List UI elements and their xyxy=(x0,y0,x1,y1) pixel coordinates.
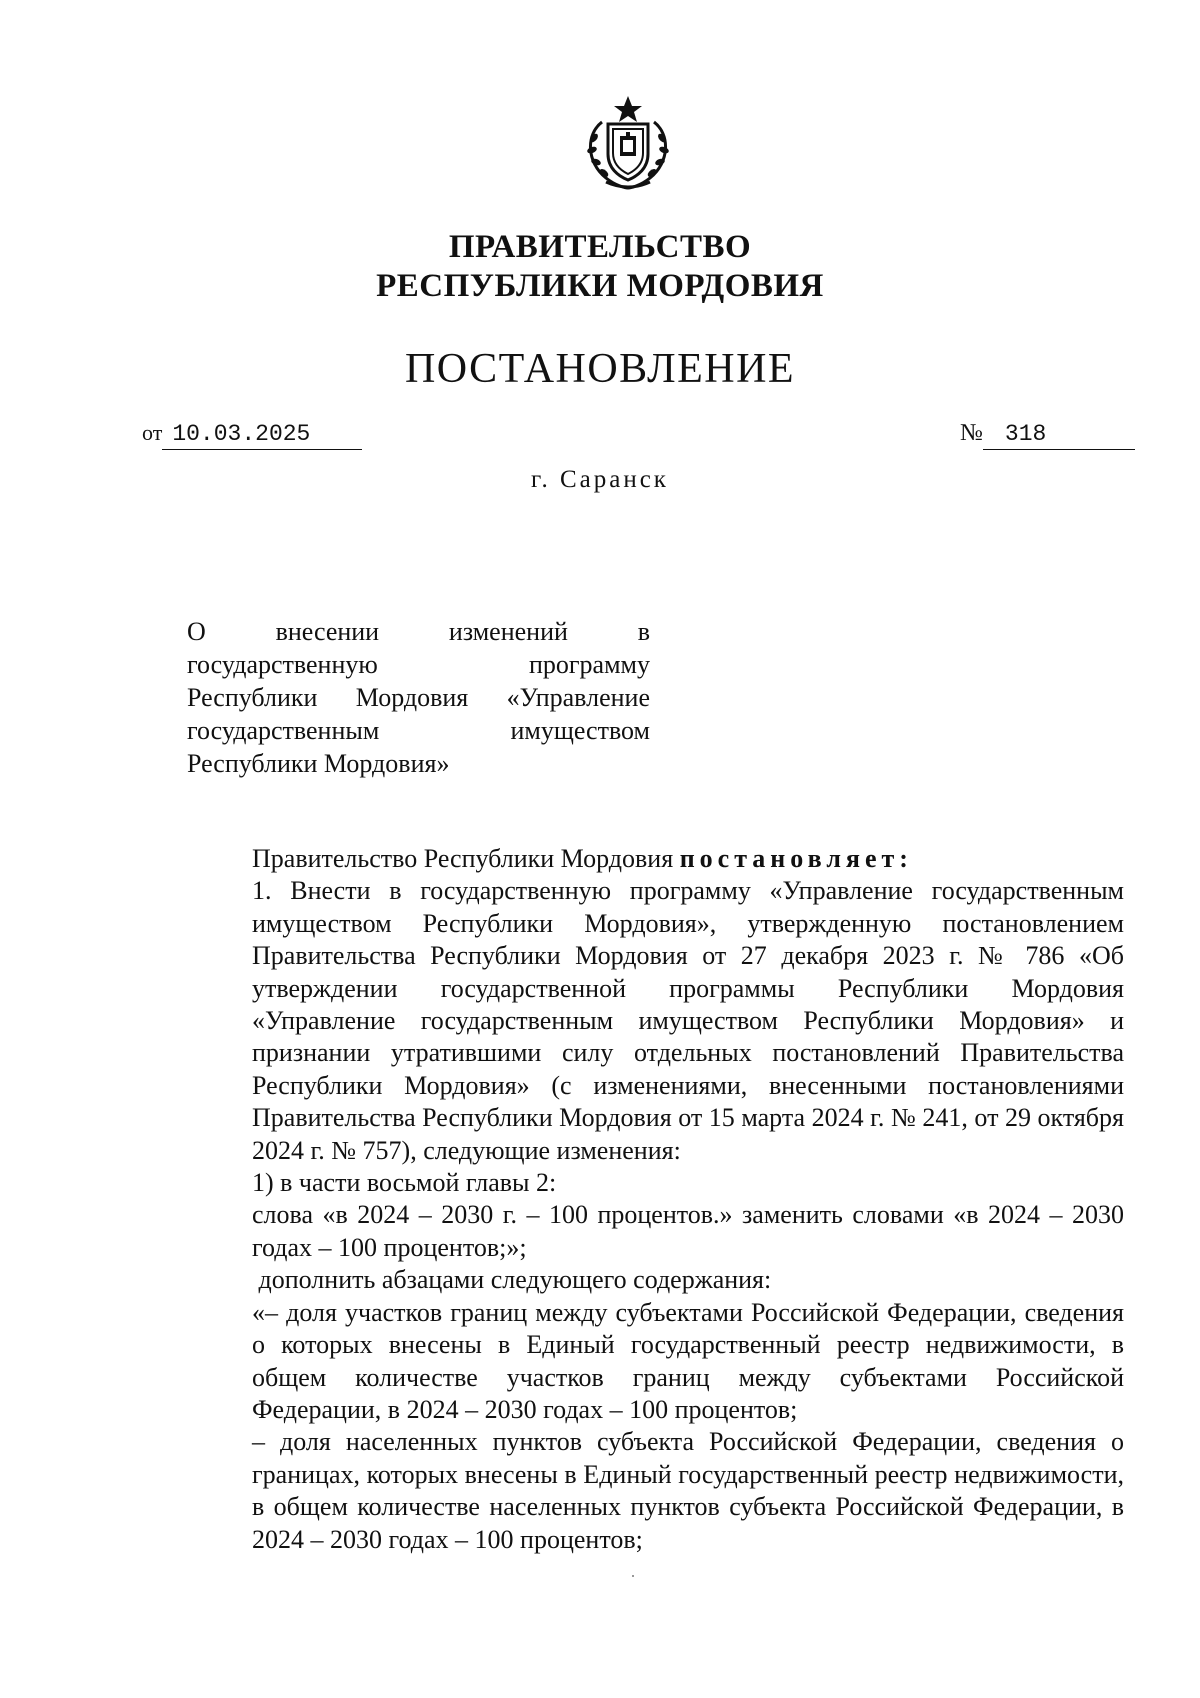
city-label: г. Саранск xyxy=(531,466,669,493)
replace-words-paragraph: слова «в 2024 – 2030 г. – 100 процентов.» заменить словами «в 2024 – 2030 годах – 100 процентов;»; xyxy=(252,1200,1124,1262)
subject-line: государственным имуществом xyxy=(187,716,650,745)
coat-of-arms-emblem xyxy=(580,92,676,194)
intro-text: Правительство Республики Мордовия xyxy=(252,844,680,873)
item-1-paragraph: 1. Внести в государственную программу «Управление государственным имуществом Республики Мордовия», утвержденную постановлением Правительства Республики Мордовия от 27 декабря 2023 г. № 786 «Об утверждении государственной программы Республики Мордовия «Управление государственным имуществом Республики Мордовия» и признании утратившими силу отдельных постановлений Правительства Республики Мордовия» (с изменениями, внесенными постановлениями Правительства Республики Мордовия от 15 марта 2024 г. № 241, от 29 октября 2024 г. № 757), следующие изменения: xyxy=(252,876,1124,1165)
date-prefix: от xyxy=(142,420,163,445)
scan-speck xyxy=(632,1575,634,1577)
settlements-share-paragraph: – доля населенных пунктов субъекта Российской Федерации, сведения о границах, которых внесены в Единый государственный реестр недвижимости, в общем количестве населенных пунктов субъекта Российской Федерации, в 2024 – 2030 годах – 100 процентов; xyxy=(252,1427,1124,1554)
org-name-line2: РЕСПУБЛИКИ МОРДОВИЯ xyxy=(376,268,824,304)
subject-block xyxy=(187,615,650,780)
org-name-line1: ПРАВИТЕЛЬСТВО xyxy=(448,229,752,265)
subject-line: Республики Мордовия «Управление xyxy=(187,683,650,712)
intro-paragraph xyxy=(176,843,1124,875)
supplement-paragraph: дополнить абзацами следующего содержания: xyxy=(252,1265,772,1295)
subject-line: государственную программу xyxy=(187,650,650,679)
subject-line: Республики Мордовия» xyxy=(187,749,450,778)
subitem-1-paragraph: 1) в части восьмой главы 2: xyxy=(252,1168,557,1198)
number-prefix: № xyxy=(960,420,983,446)
borders-share-paragraph: «– доля участков границ между субъектами Российской Федерации, сведения о которых внесены в Единый государственный реестр недвижимости, в общем количестве участков границ между субъектами Российской Федерации, в 2024 – 2030 годах – 100 процентов; xyxy=(252,1297,1124,1424)
date-field xyxy=(142,420,362,450)
number-value: 318 xyxy=(983,421,1135,450)
number-field xyxy=(960,420,1135,450)
document-type-title: ПОСТАНОВЛЕНИЕ xyxy=(404,346,796,392)
date-value: 10.03.2025 xyxy=(162,421,362,450)
document-body xyxy=(176,843,1124,1556)
intro-decree-word: постановляет: xyxy=(679,844,913,873)
subject-line: О внесении изменений в xyxy=(187,617,650,646)
